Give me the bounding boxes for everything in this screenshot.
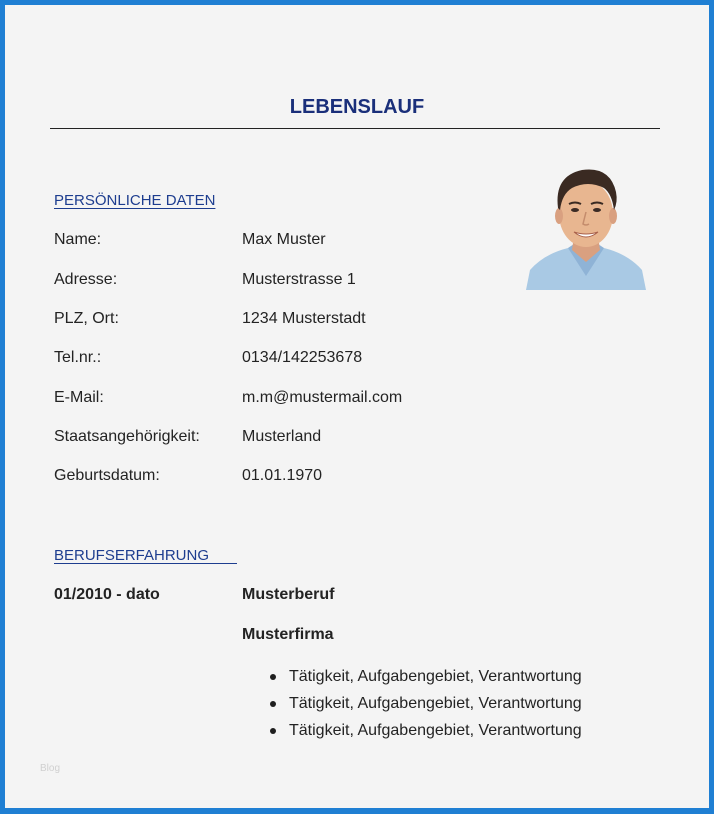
watermark: Blog [40,763,61,774]
value-name: Max Muster [242,231,326,248]
title-divider [50,128,660,129]
document-title: LEBENSLAUF [289,96,425,118]
value-phone: 0134/142253678 [242,349,363,366]
experience-position: Musterberuf [242,586,335,603]
label-birthdate: Geburtsdatum: [54,467,160,484]
label-nationality: Staatsangehörigkeit: [54,428,200,445]
label-zip-city: PLZ, Ort: [54,310,119,327]
section-heading-experience-label: BERUFSERFAHRUNG [54,547,210,564]
experience-company: Musterfirma [242,626,334,643]
experience-period: 01/2010 - dato [54,586,160,603]
task-list [268,663,582,744]
heading-underline-extension [209,563,237,564]
portrait-photo [524,158,648,290]
value-address: Musterstrasse 1 [242,271,356,288]
section-heading-experience [54,547,237,564]
label-email: E-Mail: [54,389,104,406]
section-heading-personal: PERSÖNLICHE DATEN [54,192,216,209]
list-item: Tätigkeit, Aufgabengebiet, Verantwortung [268,663,582,690]
value-nationality: Musterland [242,428,322,445]
list-item: Tätigkeit, Aufgabengebiet, Verantwortung [268,717,582,744]
value-email: m.m@mustermail.com [242,389,403,406]
label-address: Adresse: [54,271,118,288]
value-birthdate: 01.01.1970 [242,467,323,484]
value-zip-city: 1234 Musterstadt [242,310,366,327]
list-item: Tätigkeit, Aufgabengebiet, Verantwortung [268,690,582,717]
label-name: Name: [54,231,102,248]
label-phone: Tel.nr.: [54,349,102,366]
